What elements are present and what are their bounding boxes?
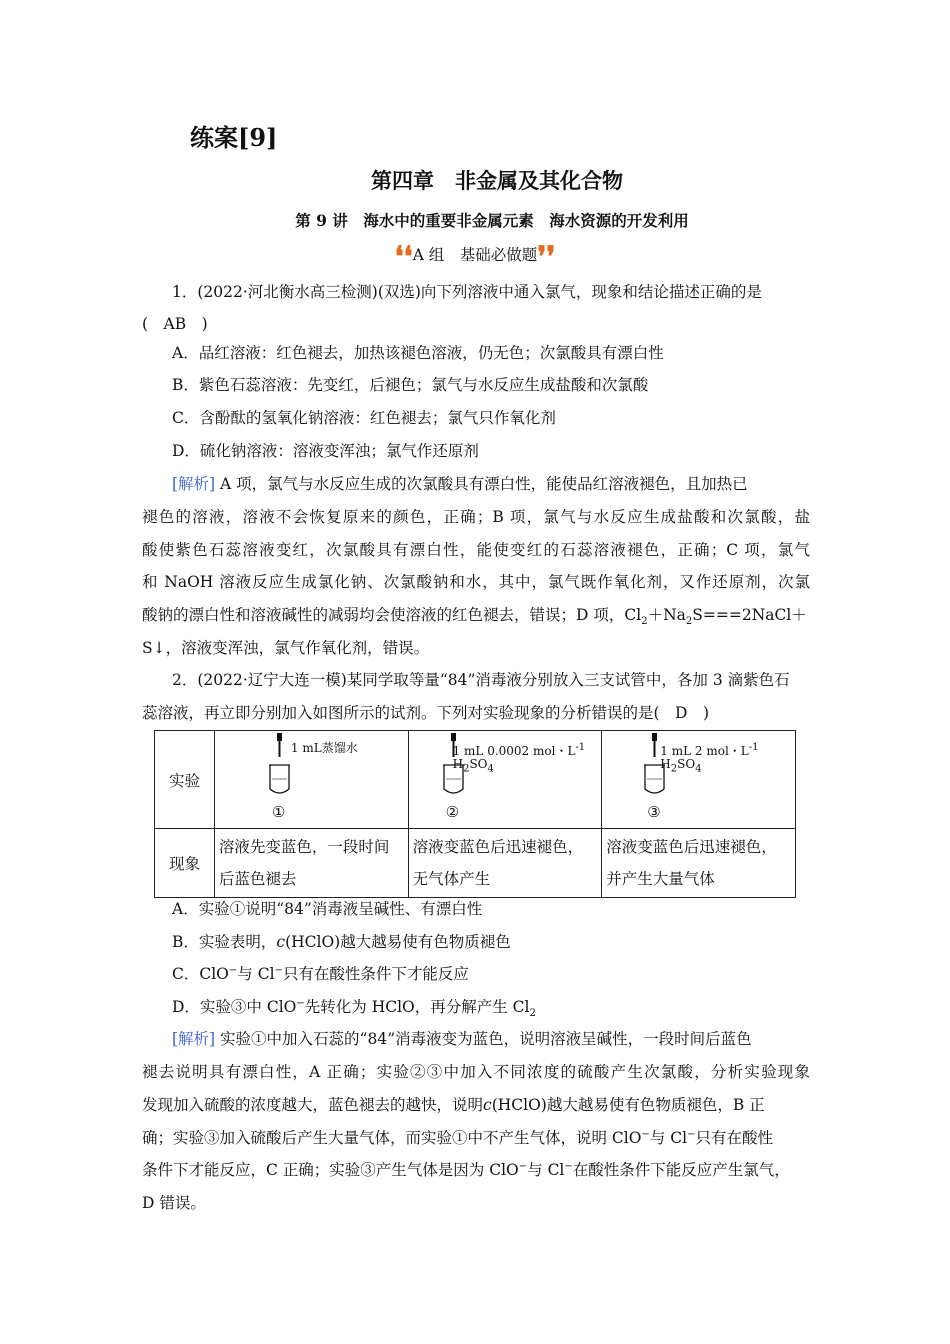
q2-stem-line1: 2．(2022·辽宁大连一模)某同学取等量“84”消毒液分别放入三支试管中，各加 3 滴紫色石 — [172, 671, 790, 689]
q2-explanation-line1: [解析] 实验①中加入石蕊的“84”消毒液变为蓝色，说明溶液呈碱性，一段时间后蓝色 — [172, 1030, 752, 1048]
experiment-3-number: ③ — [647, 803, 661, 821]
q1-stem-line2: ( AB ) — [142, 315, 208, 333]
group-label: A 组 基础必做题 — [412, 246, 538, 264]
experiment-3-reagent: 1 mL 2 mol・$L^{-1}$ — [660, 742, 759, 758]
q2-stem-line2: 蕊溶液，再立即分别加入如图所示的试剂。下列对实验现象的分析错误的是( D ) — [142, 704, 710, 722]
q2-option-d: D．实验③中 ClO−先转化为 HClO，再分解产生 $Cl_2$ — [172, 997, 536, 1020]
q1-explanation-line1: [解析] A 项，氯气与水反应生成的次氯酸具有漂白性，能使品红溶液褪色，且加热已 — [172, 475, 748, 493]
experiment-1-reagent: 1 mL蒸馏水 — [290, 741, 358, 755]
experiment-3-acid: $H_2SO_4$ — [660, 757, 702, 775]
q1-explanation-line6: S↓，溶液变浑浊，氯气作氧化剂，错误。 — [142, 639, 430, 657]
q1-explanation-line5: 酸钠的漂白性和溶液碱性的减弱均会使溶液的红色褪去，错误；D 项，$Cl_2+Na_2S===2NaCl+$ — [142, 606, 807, 628]
q2-option-c: C．ClO−与 Cl−只有在酸性条件下才能反应 — [172, 964, 469, 983]
q1-option-a: A．品红溶液：红色褪去，加热该褪色溶液，仍无色；次氯酸具有漂白性 — [172, 344, 664, 362]
q2-option-a: A．实验①说明“84”消毒液呈碱性、有漂白性 — [172, 900, 483, 918]
row-label-experiment: 实验 — [155, 731, 215, 829]
experiment-2-acid: $H_2SO_4$ — [452, 757, 494, 775]
experiment-1-number: ① — [271, 803, 286, 821]
experiment-table — [154, 730, 796, 898]
q1-explanation-line3: 酸使紫色石蕊溶液变红，次氯酸具有漂白性，能使变红的石蕊溶液褪色，正确；C 项，氯气 — [142, 541, 810, 559]
q1-option-d: D．硫化钠溶液：溶液变浑浊；氯气作还原剂 — [172, 442, 479, 460]
q2-explanation-line3: 发现加入硫酸的浓度越大，蓝色褪去的越快，说明c(HClO)越大越易使有色物质褪色，B 正 — [142, 1096, 765, 1114]
observation-3: 溶液变蓝色后迅速褪色， 并产生大量气体 — [602, 829, 796, 898]
experiment-2-reagent: 1 mL 0.0002 mol・$L^{-1}$ — [452, 742, 586, 758]
q2-explanation-line6: D 错误。 — [142, 1194, 206, 1212]
observation-2: 溶液变蓝色后迅速褪色， 无气体产生 — [408, 829, 602, 898]
q1-explanation-line2: 褪色的溶液，溶液不会恢复原来的颜色，正确；B 项，氯气与水反应生成盐酸和次氯酸，盐 — [142, 508, 810, 526]
q1-explanation-tag: [解析] — [172, 475, 216, 493]
experiment-2-cell — [408, 731, 602, 829]
q1-option-c: C．含酚酞的氢氧化钠溶液：红色褪去；氯气只作氧化剂 — [172, 409, 556, 427]
experiment-1-cell — [214, 731, 408, 829]
q2-explanation-line5: 条件下才能反应，C 正确；实验③产生气体是因为 ClO−与 Cl−在酸性条件下能反应产生氯气， — [142, 1160, 790, 1179]
row-label-observation: 现象 — [155, 829, 215, 898]
q1-option-b: B．紫色石蕊溶液：先变红，后褪色；氯气与水反应生成盐酸和次氯酸 — [172, 376, 649, 394]
close-quote-icon: ❜❜ — [537, 240, 556, 273]
chapter-title: 第四章 非金属及其化合物 — [371, 168, 623, 193]
practice-title: 练案[9] — [190, 123, 278, 152]
q1-stem-line1: 1．(2022·河北衡水高三检测)(双选)向下列溶液中通入氯气，现象和结论描述正确的是 — [172, 283, 762, 301]
observation-1: 溶液先变蓝色，一段时间 后蓝色褪去 — [214, 829, 408, 898]
open-quote-icon: ❛❛ — [394, 240, 413, 273]
q2-option-b: B．实验表明，c(HClO)越大越易使有色物质褪色 — [172, 933, 511, 951]
lecture-title: 第 9 讲 海水中的重要非金属元素 海水资源的开发利用 — [295, 211, 689, 230]
q2-explanation-line2: 褪去说明具有漂白性，A 正确；实验②③中加入不同浓度的硫酸产生次氯酸，分析实验现象 — [142, 1063, 810, 1081]
experiment-3-cell — [602, 731, 796, 829]
group-heading — [0, 240, 950, 273]
q2-explanation-tag: [解析] — [172, 1030, 216, 1048]
experiment-2-number: ② — [445, 803, 460, 821]
q1-explanation-line4: 和 NaOH 溶液反应生成氯化钠、次氯酸钠和水，其中，氯气既作氧化剂，又作还原剂，次氯 — [142, 573, 810, 591]
q2-explanation-line4: 确；实验③加入硫酸后产生大量气体，而实验①中不产生气体，说明 ClO−与 Cl−只有在酸性 — [142, 1128, 774, 1147]
